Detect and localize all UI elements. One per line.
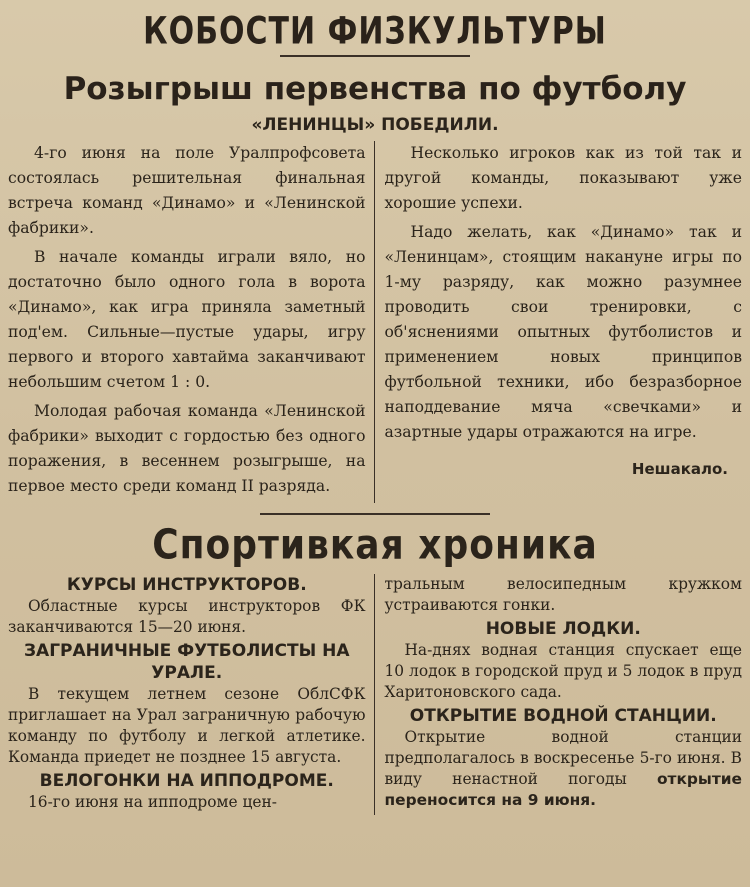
news-text: Областные курсы инструкторов ФК заканчиваются 15—20 июня. <box>8 597 366 636</box>
news-headline: НОВЫЕ ЛОДКИ. <box>485 619 641 639</box>
article-paragraph: В начале команды играли вяло, но достаточно было одного гола в ворота «Динамо», как игра приняла заметный под'ем. Сильные—пустые удары, игру первого и второго хавтайма заканчивают небольшим счетом 1 : 0. <box>8 248 366 391</box>
news-headline: КУРСЫ ИНСТРУКТОРОВ. <box>66 575 307 595</box>
heading-rule <box>280 55 470 57</box>
article-paragraph: Надо желать, как «Динамо» так и «Ленинцам», стоящим накануне игры по 1-му разряду, как можно разумнее проводить свои тренировки, с об'яснениями опытных футболистов и применением новых принципов футбольной техники, ибо безразборное наподдевание мяча «свечками» и азартные удары отражаются на игре. <box>384 223 742 441</box>
article-right-column <box>375 141 743 503</box>
article-paragraph: Несколько игроков как из той так и другой команды, показывают уже хорошие успехи. <box>384 144 742 212</box>
news-text-bold: открытие переносится на 9 июня. <box>384 770 742 809</box>
chronicle-heading: Спортивкая хроника <box>152 521 598 570</box>
news-text <box>385 727 743 811</box>
article-paragraph: 4-го июня на поле Уралпрофсовета состоялась решительная финальная встреча команд «Динамо» и «Ленинской фабрики». <box>8 144 366 237</box>
news-text: 16-го июня на ипподроме цен- <box>28 793 277 811</box>
article-paragraph: Молодая рабочая команда «Ленинской фабрики» выходит с гордостью без одного поражения, в весеннем розыгрыше, на первое место среди команд II разряда. <box>8 402 366 495</box>
news-text-continuation: тральным велосипедным кружком устраиваются гонки. <box>384 575 742 614</box>
chronicle-columns <box>8 574 742 815</box>
news-text: В текущем летнем сезоне ОблСФК приглашает на Урал заграничную рабочую команду по футболу и легкой атлетике. Команда приедет не позднее 15 августа. <box>8 685 366 766</box>
chronicle-right-column <box>375 574 743 815</box>
section-heading: КОБОСТИ ФИЗКУЛЬТУРЫ <box>143 9 607 54</box>
article-subtitle: «ЛЕНИНЦЫ» ПОБЕДИЛИ. <box>251 115 499 135</box>
chronicle-left-column <box>8 574 374 815</box>
news-text: На-днях водная станция спускает еще 10 лодок в городской пруд и 5 лодок в пруд Харитоновского сада. <box>384 641 742 701</box>
news-headline: ОТКРЫТИЕ ВОДНОЙ СТАНЦИИ. <box>409 706 717 726</box>
section-rule <box>260 513 490 515</box>
news-headline: ВЕЛОГОНКИ НА ИППОДРОМЕ. <box>39 771 334 791</box>
article-left-column <box>8 141 374 503</box>
article-columns <box>8 141 742 503</box>
news-headline: ЗАГРАНИЧНЫЕ ФУТБОЛИСТЫ НА УРАЛЕ. <box>23 641 350 683</box>
article-signature: Нешакало. <box>631 460 728 478</box>
news-text-body: Открытие водной станции предполагалось в воскресенье 5-го июня. В виду ненастной погоды <box>384 728 742 788</box>
article-title: Розыгрыш первенства по футболу <box>63 71 687 107</box>
